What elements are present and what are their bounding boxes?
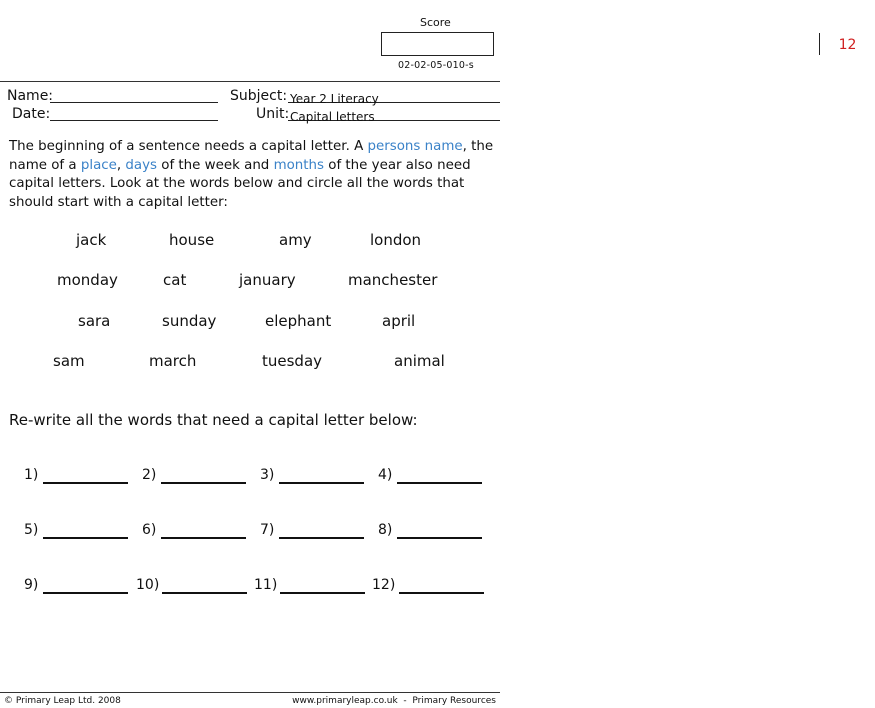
rewrite-prompt: Re-write all the words that need a capital letter below: xyxy=(9,411,418,429)
answer-number-3: 3) xyxy=(260,467,275,483)
answer-blank-5[interactable] xyxy=(43,523,128,539)
name-label: Name: xyxy=(7,88,54,104)
word-april[interactable]: april xyxy=(382,312,416,330)
answer-number-6: 6) xyxy=(142,522,157,538)
word-monday[interactable]: monday xyxy=(57,271,118,289)
answer-number-10: 10) xyxy=(136,577,160,593)
word-amy[interactable]: amy xyxy=(279,231,312,249)
word-sunday[interactable]: sunday xyxy=(162,312,217,330)
answer-blank-1[interactable] xyxy=(43,468,128,484)
subject-value: Year 2 Literacy xyxy=(290,92,379,106)
score-box xyxy=(381,32,857,56)
unit-value: Capital letters xyxy=(290,110,375,124)
worksheet-code: 02-02-05-010-s xyxy=(398,60,474,71)
answer-number-4: 4) xyxy=(378,467,393,483)
answer-number-2: 2) xyxy=(142,467,157,483)
word-cat[interactable]: cat xyxy=(163,271,187,289)
highlight-months: months xyxy=(273,157,324,173)
instructions-text-4: of the week and xyxy=(157,157,274,173)
word-elephant[interactable]: elephant xyxy=(265,312,332,330)
highlight-place: place xyxy=(80,157,117,173)
answer-blank-12[interactable] xyxy=(399,578,484,594)
name-field[interactable] xyxy=(50,88,218,103)
footer-website: www.primaryleap.co.uk - Primary Resources xyxy=(292,696,496,706)
answer-blank-2[interactable] xyxy=(161,468,246,484)
word-sam[interactable]: sam xyxy=(53,352,85,370)
word-sara[interactable]: sara xyxy=(78,312,111,330)
word-london[interactable]: london xyxy=(370,231,422,249)
answer-blank-7[interactable] xyxy=(279,523,364,539)
score-value: 12 xyxy=(838,37,857,53)
answer-number-1: 1) xyxy=(24,467,39,483)
answer-number-5: 5) xyxy=(24,522,39,538)
answer-blank-10[interactable] xyxy=(162,578,247,594)
answer-number-9: 9) xyxy=(24,577,39,593)
header-divider xyxy=(0,81,500,82)
unit-label: Unit: xyxy=(256,106,290,122)
answer-blank-4[interactable] xyxy=(397,468,482,484)
highlight-days: days xyxy=(125,157,158,173)
date-label: Date: xyxy=(12,106,51,122)
instructions-text-2: , the name of a xyxy=(9,139,494,173)
answer-blank-9[interactable] xyxy=(43,578,128,594)
date-field[interactable] xyxy=(50,106,218,121)
score-label: Score xyxy=(420,16,451,29)
word-january[interactable]: january xyxy=(239,271,296,289)
answer-blank-3[interactable] xyxy=(279,468,364,484)
instructions-text-5: of the year also need capital letters. Look at the words below and circle all the words that should start with a capital letter: xyxy=(9,157,471,210)
word-tuesday[interactable]: tuesday xyxy=(262,352,323,370)
subject-field xyxy=(288,88,500,106)
instructions-text-1: The beginning of a sentence needs a capital letter. A xyxy=(9,139,368,154)
answer-number-12: 12) xyxy=(372,577,396,593)
word-house[interactable]: house xyxy=(169,231,215,249)
subject-label: Subject: xyxy=(230,88,288,104)
word-jack[interactable]: jack xyxy=(76,231,107,249)
answer-blank-11[interactable] xyxy=(280,578,365,594)
answer-number-8: 8) xyxy=(378,522,393,538)
instructions-text-3: , xyxy=(116,157,126,173)
word-march[interactable]: march xyxy=(149,352,197,370)
answer-number-11: 11) xyxy=(254,577,278,593)
word-animal[interactable]: animal xyxy=(394,352,445,370)
highlight-persons-name: persons name xyxy=(367,139,463,154)
answer-blank-6[interactable] xyxy=(161,523,246,539)
answer-blank-8[interactable] xyxy=(397,523,482,539)
instructions xyxy=(9,138,499,212)
footer-copyright: © Primary Leap Ltd. 2008 xyxy=(4,696,121,706)
footer-divider xyxy=(0,692,500,693)
word-manchester[interactable]: manchester xyxy=(348,271,438,289)
unit-field xyxy=(288,106,500,124)
answer-number-7: 7) xyxy=(260,522,275,538)
